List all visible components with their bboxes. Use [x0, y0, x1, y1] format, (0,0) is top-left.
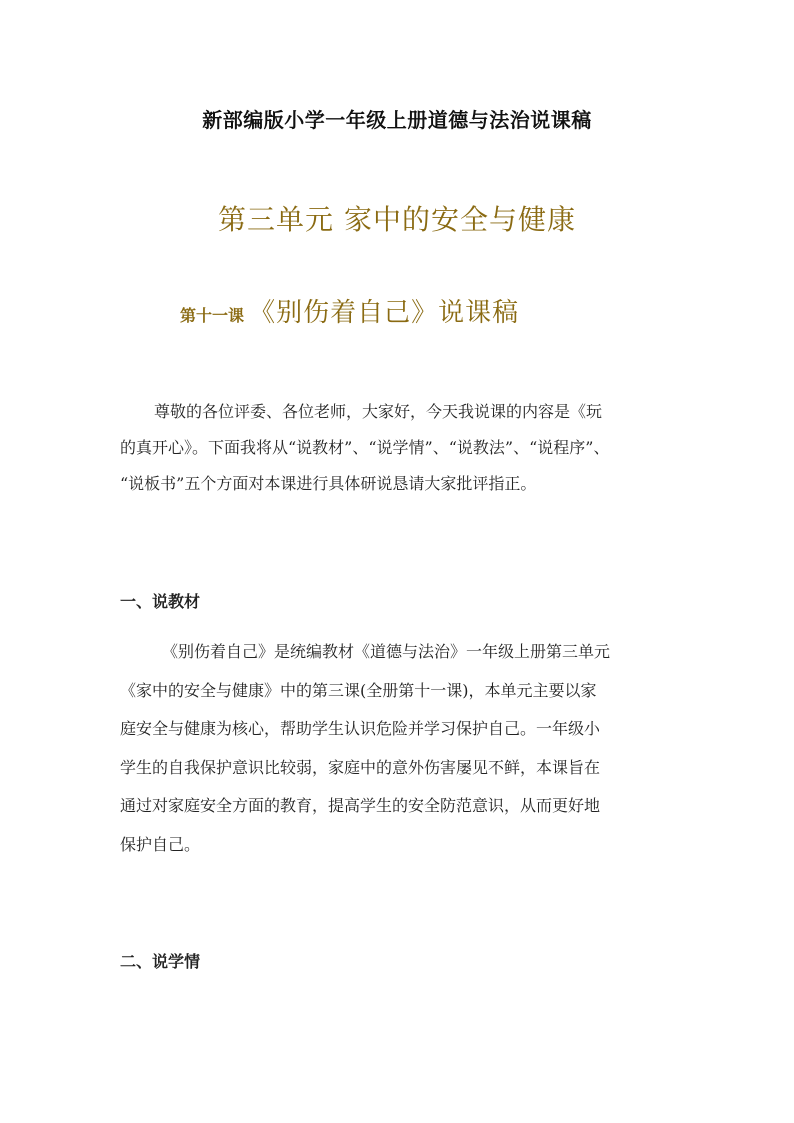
lesson-heading: [180, 292, 519, 329]
intro-line: “说板书”五个方面对本课进行具体研说恳请大家批评指正。: [120, 474, 537, 493]
intro-line: 尊敬的各位评委、各位老师，大家好，今天我说课的内容是《玩: [154, 402, 603, 421]
intro-line: 的真开心》。下面我将从“说教材”、“说学情”、“说教法”、“说程序”、: [120, 438, 610, 457]
lesson-title: 《别伤着自己》说课稿: [249, 298, 520, 328]
paragraph-line: 《家中的安全与健康》中的第三课(全册第十一课)，本单元主要以家: [120, 680, 597, 700]
paragraph-line: 通过对家庭安全方面的教育，提高学生的安全防范意识，从而更好地: [120, 796, 601, 815]
document-title: 新部编版小学一年级上册道德与法治说课稿: [202, 108, 592, 132]
paragraph-line: 《别伤着自己》是统编教材《道德与法治》一年级上册第三单元: [162, 642, 611, 661]
section-textbook-paragraph: [120, 633, 690, 864]
paragraph-line: 保护自己。: [120, 834, 201, 854]
paragraph-line: 庭安全与健康为核心，帮助学生认识危险并学习保护自己。一年级小: [120, 719, 601, 738]
section-heading-textbook: 一、说教材: [120, 592, 201, 611]
unit-title: 第三单元 家中的安全与健康: [218, 203, 576, 236]
lesson-number: 第十一课: [180, 306, 245, 325]
intro-paragraph: [120, 394, 690, 502]
paragraph-line: 学生的自我保护意识比较弱，家庭中的意外伤害屡见不鲜，本课旨在: [120, 757, 601, 777]
section-heading-students: 二、说学情: [120, 952, 201, 971]
